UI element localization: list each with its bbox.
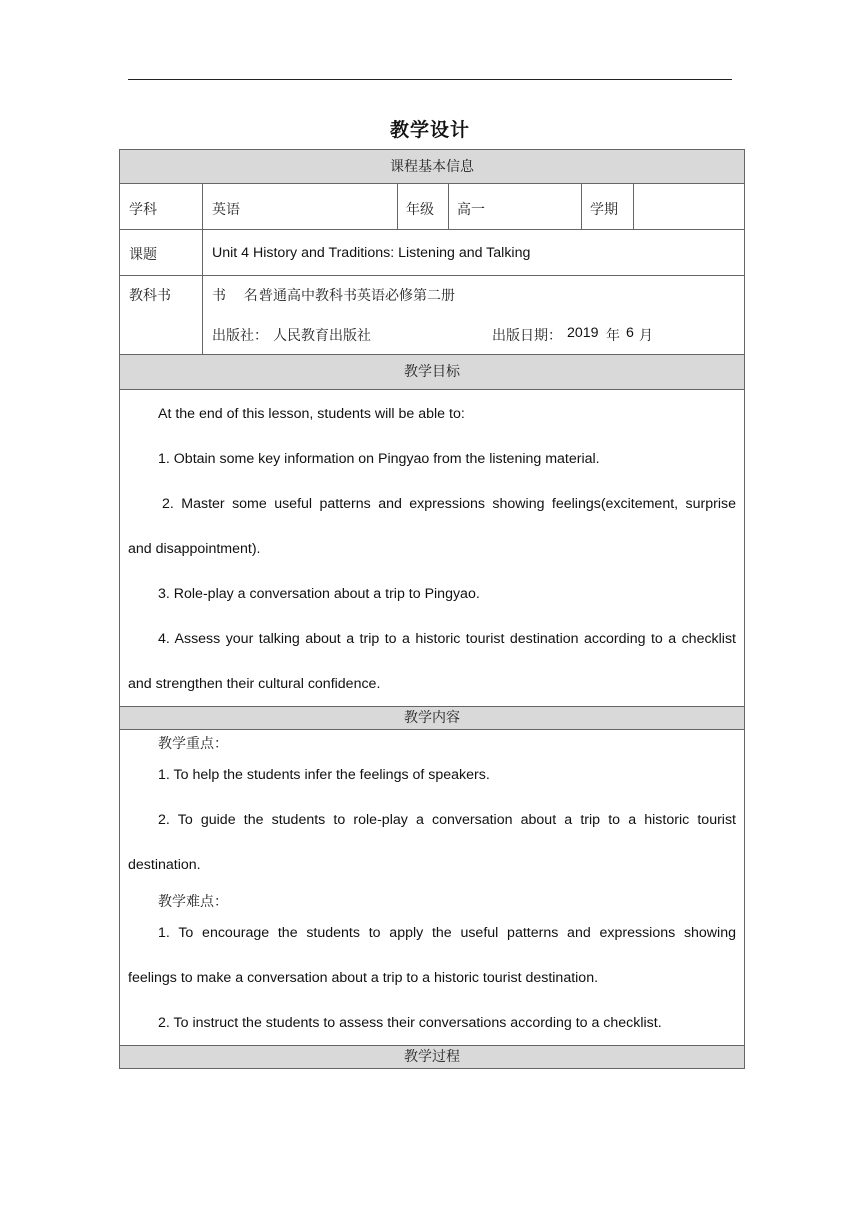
cell-topic-label — [120, 230, 202, 275]
textbook-label: 教科书 — [129, 288, 171, 304]
pub-date-month: 6 — [626, 325, 634, 341]
content-body — [119, 729, 745, 1046]
objective-item-4-line-1: 4. Assess your talking about a trip to a historic tourist destination according to a checklist — [158, 631, 736, 647]
objectives-intro: At the end of this lesson, students will be able to: — [158, 406, 465, 422]
header-rule — [128, 79, 732, 80]
book-name-label: 书 名： — [212, 288, 272, 304]
section-header-basic-info — [119, 149, 745, 184]
key-point-2-line-1: 2. To guide the students to role-play a conversation about a trip to a historic tourist — [158, 812, 736, 828]
difficult-point-2: 2. To instruct the students to assess their conversations according to a checklist. — [158, 1015, 662, 1031]
row-topic — [119, 229, 745, 276]
section-header-process — [119, 1045, 745, 1069]
key-point-2-line-2: destination. — [128, 857, 201, 873]
grade-label: 年级 — [406, 202, 434, 218]
difficult-point-1-line-2: feelings to make a conversation about a trip to a historic tourist destination. — [128, 970, 599, 986]
objectives-content — [119, 389, 745, 707]
grade-value: 高一 — [457, 202, 485, 218]
pub-date-year-unit: 年 — [606, 328, 620, 344]
cell-textbook-info — [202, 276, 744, 354]
cell-grade-value — [448, 184, 581, 229]
publisher-label: 出版社： — [212, 328, 268, 344]
section-header-content — [119, 706, 745, 730]
section-header-text: 教学目标 — [404, 364, 460, 380]
section-header-objectives — [119, 354, 745, 390]
cell-term-label — [581, 184, 633, 229]
difficult-point-1-line-1: 1. To encourage the students to apply the useful patterns and expressions showing — [158, 925, 736, 941]
key-point-1: 1. To help the students infer the feelings of speakers. — [158, 767, 490, 783]
cell-term-value — [633, 184, 744, 229]
cell-subject-value — [202, 184, 397, 229]
section-header-text: 教学过程 — [404, 1049, 460, 1065]
term-label: 学期 — [590, 202, 618, 218]
section-header-text: 教学内容 — [404, 710, 460, 726]
objective-item-1: 1. Obtain some key information on Pingyao from the listening material. — [158, 451, 600, 467]
objective-item-4-line-2: and strengthen their cultural confidence. — [128, 676, 381, 692]
objective-item-3: 3. Role-play a conversation about a trip to Pingyao. — [158, 586, 480, 602]
row-subject-grade-term — [119, 183, 745, 230]
cell-subject-label — [120, 184, 202, 229]
publisher-value: 人民教育出版社 — [273, 328, 371, 344]
cell-topic-value — [202, 230, 744, 275]
pub-date-month-unit: 月 — [639, 328, 653, 344]
pub-date-year: 2019 — [567, 325, 599, 341]
cell-textbook-label — [120, 276, 202, 354]
pub-date-label: 出版日期： — [492, 328, 562, 344]
book-name-value: 普通高中教科书英语必修第二册 — [259, 288, 455, 304]
subject-value: 英语 — [212, 202, 240, 218]
document-title: 教学设计 — [389, 119, 470, 141]
section-header-text: 课程基本信息 — [390, 159, 474, 175]
topic-label: 课题 — [129, 247, 157, 263]
objective-item-2-line-1: 2. Master some useful patterns and expressions showing feelings(excitement, surprise — [162, 496, 736, 512]
difficult-points-label: 教学难点： — [158, 894, 228, 910]
topic-value: Unit 4 History and Traditions: Listening and Talking — [212, 245, 531, 261]
cell-grade-label — [397, 184, 448, 229]
objective-item-2-line-2: and disappointment). — [128, 541, 261, 557]
key-points-label: 教学重点： — [158, 736, 228, 752]
subject-label: 学科 — [129, 202, 157, 218]
row-textbook — [119, 275, 745, 355]
